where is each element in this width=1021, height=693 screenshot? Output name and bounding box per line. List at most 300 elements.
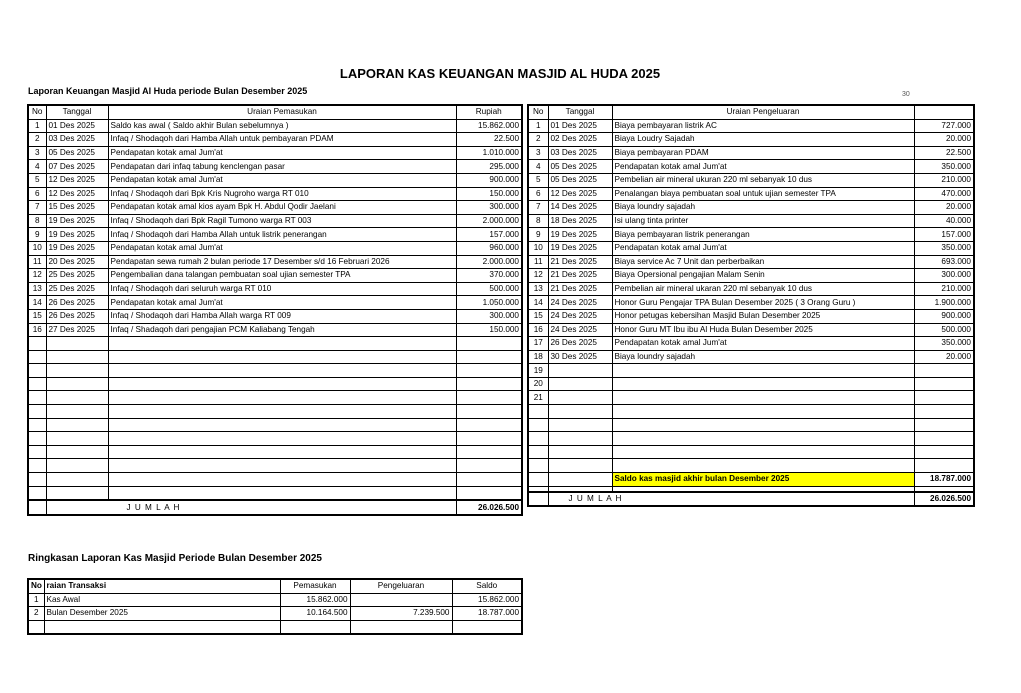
table-row: [528, 173, 974, 187]
cell-date: 30 Des 2025: [548, 350, 612, 364]
cell-saldo: 18.787.000: [452, 607, 522, 621]
cell-amount: 20.000: [914, 350, 974, 364]
table-row: [28, 255, 522, 269]
cell-date: [548, 405, 612, 419]
cell-no: 2: [28, 607, 44, 621]
cell-no: 18: [528, 350, 548, 364]
expense-total-label: J U M L A H: [548, 492, 914, 507]
cell-date: 18 Des 2025: [548, 214, 612, 228]
table-row: [528, 214, 974, 228]
cell-amount: 1.010.000: [456, 146, 522, 160]
cell-no: 1: [28, 593, 44, 607]
cell-desc: [612, 445, 914, 459]
table-row: [28, 119, 522, 133]
table-row: [28, 620, 522, 634]
cell-desc: [612, 418, 914, 432]
cell-amount: 22.500: [456, 133, 522, 147]
cell-no: 14: [28, 296, 46, 310]
cell-desc: Saldo kas awal ( Saldo akhir Bulan sebelumnya ): [108, 119, 456, 133]
table-row: [528, 459, 974, 473]
header-amount: [914, 105, 974, 119]
cell-no: 9: [28, 228, 46, 242]
cell-no: 4: [28, 160, 46, 174]
cell-desc: Infaq / Shadaqoh dari pengajian PCM Kaliabang Tengah: [108, 323, 456, 337]
table-row: [528, 432, 974, 446]
cell-desc: Infaq / Shodaqoh dari Hamba Allah warga RT 009: [108, 309, 456, 323]
cell-date: 19 Des 2025: [548, 228, 612, 242]
cell-date: 19 Des 2025: [46, 241, 108, 255]
cell-amount: [456, 377, 522, 391]
table-row: [28, 160, 522, 174]
cell-amount: 2.000.000: [456, 255, 522, 269]
report-subtitle: Laporan Keuangan Masjid Al Huda periode Bulan Desember 2025: [28, 86, 308, 96]
cell-date: 19 Des 2025: [46, 214, 108, 228]
cell-desc: Biaya loundry sajadah: [612, 350, 914, 364]
cell-date: 27 Des 2025: [46, 323, 108, 337]
income-total-row: [28, 500, 522, 515]
saldo-label: Saldo kas masjid akhir bulan Desember 2025: [612, 473, 914, 487]
cell-expense: [350, 620, 452, 634]
expense-table: [527, 104, 975, 507]
cell-no: 9: [528, 228, 548, 242]
table-row: [28, 146, 522, 160]
cell-amount: [914, 432, 974, 446]
table-row: [528, 377, 974, 391]
cell-amount: [456, 364, 522, 378]
table-row: [28, 187, 522, 201]
table-row: [28, 405, 522, 419]
cell-amount: 370.000: [456, 269, 522, 283]
table-row: [528, 350, 974, 364]
table-row: [528, 323, 974, 337]
table-row: [28, 350, 522, 364]
cell-expense: 7.239.500: [350, 607, 452, 621]
cell-amount: 150.000: [456, 187, 522, 201]
cell-date: 21 Des 2025: [548, 255, 612, 269]
cell-desc: Penalangan biaya pembuatan soal untuk ujian semester TPA: [612, 187, 914, 201]
cell-amount: 350.000: [914, 160, 974, 174]
cell-desc: Infaq / Shodaqoh dari Hamba Allah untuk listrik penerangan: [108, 228, 456, 242]
cell-desc: Honor Guru MT Ibu ibu Al Huda Bulan Desember 2025: [612, 323, 914, 337]
cell-income: 10.164.500: [280, 607, 350, 621]
header-no: No: [528, 105, 548, 119]
cell-amount: [914, 459, 974, 473]
cell-desc: Infaq / Shodaqoh dari Bpk Ragil Tumono warga RT 003: [108, 214, 456, 228]
cell-no: 10: [528, 241, 548, 255]
table-row: [28, 473, 522, 487]
cell-desc: Biaya pembayaran listrik AC: [612, 119, 914, 133]
cell-amount: 210.000: [914, 282, 974, 296]
cell-amount: 40.000: [914, 214, 974, 228]
cell-no: 1: [528, 119, 548, 133]
cell-desc: Pendapatan kotak amal Jum'at: [612, 337, 914, 351]
cell-no: [528, 405, 548, 419]
cell-desc: Biaya loundry sajadah: [612, 201, 914, 215]
cell-desc: Honor petugas kebersihan Masjid Bulan Desember 2025: [612, 309, 914, 323]
table-row: [528, 146, 974, 160]
cell-desc: [612, 405, 914, 419]
table-row: [528, 337, 974, 351]
cell-date: [46, 486, 108, 500]
cell-desc: Biaya service Ac 7 Unit dan perberbaikan: [612, 255, 914, 269]
header-saldo: Saldo: [452, 579, 522, 593]
income-header-row: [28, 105, 522, 119]
cell-no: 14: [528, 296, 548, 310]
cell-no: 1: [28, 119, 46, 133]
cell-date: 03 Des 2025: [46, 133, 108, 147]
cell-amount: 470.000: [914, 187, 974, 201]
cell-amount: 900.000: [914, 309, 974, 323]
cell-amount: [456, 445, 522, 459]
cell-no: 15: [528, 309, 548, 323]
cell-desc: Pendapatan kotak amal Jum'at: [108, 173, 456, 187]
table-row: [28, 418, 522, 432]
cell-amount: 350.000: [914, 337, 974, 351]
cell-desc: [108, 473, 456, 487]
table-row: [528, 119, 974, 133]
cell-date: [548, 364, 612, 378]
cell-no: 21: [528, 391, 548, 405]
cell-amount: 727.000: [914, 119, 974, 133]
cell-no: [528, 432, 548, 446]
cell-desc: [44, 620, 280, 634]
cell-amount: [456, 391, 522, 405]
cell-desc: [108, 418, 456, 432]
cell-no: 19: [528, 364, 548, 378]
cell-date: 21 Des 2025: [548, 282, 612, 296]
cell-desc: Pendapatan kotak amal Jum'at: [108, 146, 456, 160]
cell-date: 01 Des 2025: [46, 119, 108, 133]
table-row: [528, 391, 974, 405]
cell-no: [528, 418, 548, 432]
cell-amount: [456, 337, 522, 351]
cell-date: 24 Des 2025: [548, 323, 612, 337]
cell-date: 19 Des 2025: [548, 241, 612, 255]
table-row: [28, 445, 522, 459]
income-total-label: J U M L A H: [46, 500, 456, 515]
cell-desc: [108, 377, 456, 391]
cell-amount: 693.000: [914, 255, 974, 269]
summary-rows: [28, 593, 522, 634]
cell-amount: [456, 405, 522, 419]
cell-amount: 20.000: [914, 133, 974, 147]
cell-date: 07 Des 2025: [46, 160, 108, 174]
header-no: No: [28, 105, 46, 119]
table-row: [28, 282, 522, 296]
cell-no: 7: [528, 201, 548, 215]
cell-amount: [456, 459, 522, 473]
cell-date: [46, 350, 108, 364]
cell-desc: [108, 350, 456, 364]
expense-rows: [528, 119, 974, 472]
table-row: [28, 377, 522, 391]
cell-desc: [108, 486, 456, 500]
cell-desc: [108, 459, 456, 473]
income-total-value: 26.026.500: [456, 500, 522, 515]
cell-date: [46, 459, 108, 473]
cell-date: [548, 418, 612, 432]
expense-header-row: [528, 105, 974, 119]
cell-no: 11: [528, 255, 548, 269]
cell-income: 15.862.000: [280, 593, 350, 607]
cell-desc: [108, 405, 456, 419]
cell-amount: [456, 432, 522, 446]
cell-date: 05 Des 2025: [46, 146, 108, 160]
cell-desc: Pendapatan kotak amal Jum'at: [612, 241, 914, 255]
cell-no: 12: [528, 269, 548, 283]
table-row: [528, 241, 974, 255]
table-row: [28, 607, 522, 621]
cell-amount: 2.000.000: [456, 214, 522, 228]
cell-desc: Infaq / Shodaqoh dari Hamba Allah untuk pembayaran PDAM: [108, 133, 456, 147]
saldo-row: [528, 473, 974, 487]
cell-no: 13: [28, 282, 46, 296]
cell-desc: Pendapatan sewa rumah 2 bulan periode 17 Desember s/d 16 Februari 2026: [108, 255, 456, 269]
cell-amount: [914, 418, 974, 432]
cell-no: [28, 473, 46, 487]
cell-date: [548, 459, 612, 473]
income-rows: [28, 119, 522, 500]
cell-amount: [914, 377, 974, 391]
cell-no: 11: [28, 255, 46, 269]
cell-no: [28, 405, 46, 419]
cell-desc: [108, 364, 456, 378]
cell-amount: 20.000: [914, 201, 974, 215]
table-row: [28, 323, 522, 337]
cell-no: [28, 350, 46, 364]
table-row: [28, 337, 522, 351]
cell-desc: Pendapatan kotak amal kios ayam Bpk H. Abdul Qodir Jaelani: [108, 201, 456, 215]
cell-amount: [914, 391, 974, 405]
cell-date: [548, 391, 612, 405]
cell-amount: 150.000: [456, 323, 522, 337]
cell-date: 21 Des 2025: [548, 269, 612, 283]
cell-no: 12: [28, 269, 46, 283]
cell-date: 14 Des 2025: [548, 201, 612, 215]
cell-date: 15 Des 2025: [46, 201, 108, 215]
expense-total-value: 26.026.500: [914, 492, 974, 507]
cell-desc: Pembelian air mineral ukuran 220 ml sebanyak 10 dus: [612, 173, 914, 187]
header-description: Uraian Pemasukan: [108, 105, 456, 119]
cell-date: 12 Des 2025: [548, 187, 612, 201]
cell-amount: 210.000: [914, 173, 974, 187]
cell-date: 24 Des 2025: [548, 309, 612, 323]
cell-date: 19 Des 2025: [46, 228, 108, 242]
cell-date: 26 Des 2025: [46, 296, 108, 310]
cell-no: [28, 364, 46, 378]
cell-desc: [108, 391, 456, 405]
cell-date: [548, 377, 612, 391]
header-income: Pemasukan: [280, 579, 350, 593]
cell-amount: 1.900.000: [914, 296, 974, 310]
cell-date: 02 Des 2025: [548, 133, 612, 147]
table-row: [28, 391, 522, 405]
cell-date: [46, 432, 108, 446]
cell-no: 8: [28, 214, 46, 228]
table-row: [528, 418, 974, 432]
cell-desc: [612, 391, 914, 405]
table-row: [28, 364, 522, 378]
cell-date: [46, 337, 108, 351]
report-title: LAPORAN KAS KEUANGAN MASJID AL HUDA 2025: [339, 66, 661, 81]
header-no: No: [28, 579, 44, 593]
cell-desc: Biaya pembayaran PDAM: [612, 146, 914, 160]
cell-no: 2: [28, 133, 46, 147]
cell-no: [28, 418, 46, 432]
cell-desc: Pengembalian dana talangan pembuatan soal ujian semester TPA: [108, 269, 456, 283]
cell-no: 17: [528, 337, 548, 351]
cell-desc: Infaq / Shodaqoh dari Bpk Kris Nugroho warga RT 010: [108, 187, 456, 201]
table-row: [528, 445, 974, 459]
cell-no: [28, 432, 46, 446]
cell-amount: 900.000: [456, 173, 522, 187]
cell-income: [280, 620, 350, 634]
cell-saldo: [452, 620, 522, 634]
table-row: [528, 309, 974, 323]
cell-no: 5: [528, 173, 548, 187]
cell-amount: [456, 473, 522, 487]
header-amount: Rupiah: [456, 105, 522, 119]
cell-date: [46, 405, 108, 419]
table-row: [28, 241, 522, 255]
cell-no: [28, 620, 44, 634]
cell-desc: [612, 459, 914, 473]
table-row: [528, 133, 974, 147]
cell-no: [528, 445, 548, 459]
saldo-value: 18.787.000: [914, 473, 974, 487]
table-row: [528, 269, 974, 283]
table-row: [28, 296, 522, 310]
cell-desc: [108, 337, 456, 351]
table-row: [528, 187, 974, 201]
table-row: [28, 133, 522, 147]
cell-desc: [612, 432, 914, 446]
table-row: [528, 296, 974, 310]
table-row: [528, 160, 974, 174]
cell-no: 13: [528, 282, 548, 296]
table-row: [28, 486, 522, 500]
cell-desc: Biaya Loudry Sajadah: [612, 133, 914, 147]
cell-date: 25 Des 2025: [46, 269, 108, 283]
cell-no: [28, 445, 46, 459]
table-row: [28, 214, 522, 228]
cell-date: 05 Des 2025: [548, 160, 612, 174]
cell-desc: [612, 377, 914, 391]
cell-date: [548, 445, 612, 459]
cell-amount: 1.050.000: [456, 296, 522, 310]
income-table: [27, 104, 523, 516]
cell-desc: Pendapatan dari infaq tabung kenclengan pasar: [108, 160, 456, 174]
cell-amount: 295.000: [456, 160, 522, 174]
corner-mark: 30: [902, 91, 910, 98]
cell-date: 26 Des 2025: [46, 309, 108, 323]
cell-no: 15: [28, 309, 46, 323]
cell-no: 16: [28, 323, 46, 337]
cell-date: 26 Des 2025: [548, 337, 612, 351]
cell-amount: 300.000: [456, 309, 522, 323]
cell-no: 7: [28, 201, 46, 215]
cell-amount: [456, 418, 522, 432]
cell-desc: Infaq / Shodaqoh dari seluruh warga RT 010: [108, 282, 456, 296]
cell-amount: [914, 405, 974, 419]
cell-desc: Bulan Desember 2025: [44, 607, 280, 621]
table-row: [28, 432, 522, 446]
cell-date: 12 Des 2025: [46, 173, 108, 187]
cell-desc: Isi ulang tinta printer: [612, 214, 914, 228]
summary-title: Ringkasan Laporan Kas Masjid Periode Bulan Desember 2025: [28, 553, 322, 564]
cell-desc: [108, 432, 456, 446]
cell-amount: 157.000: [914, 228, 974, 242]
cell-no: [28, 486, 46, 500]
header-description: Uraian Pengeluaran: [612, 105, 914, 119]
cell-amount: [456, 350, 522, 364]
expense-total-row: [528, 492, 974, 507]
cell-amount: [914, 445, 974, 459]
cell-desc: Biaya Opersional pengajian Malam Senin: [612, 269, 914, 283]
cell-amount: 300.000: [456, 201, 522, 215]
cell-no: 6: [528, 187, 548, 201]
cell-amount: 500.000: [456, 282, 522, 296]
cell-date: 12 Des 2025: [46, 187, 108, 201]
table-row: [528, 282, 974, 296]
cell-desc: Pendapatan kotak amal Jum'at: [108, 296, 456, 310]
cell-no: 3: [528, 146, 548, 160]
cell-date: [46, 473, 108, 487]
table-row: [28, 173, 522, 187]
cell-amount: 960.000: [456, 241, 522, 255]
cell-desc: Pendapatan kotak amal Jum'at: [108, 241, 456, 255]
table-row: [28, 228, 522, 242]
cell-desc: Kas Awal: [44, 593, 280, 607]
cell-desc: Pendapatan kotak amal Jum'at: [612, 160, 914, 174]
cell-amount: 22.500: [914, 146, 974, 160]
cell-date: [548, 432, 612, 446]
cell-desc: [612, 364, 914, 378]
table-row: [528, 364, 974, 378]
cell-date: 25 Des 2025: [46, 282, 108, 296]
cell-amount: 157.000: [456, 228, 522, 242]
cell-desc: Pembelian air mineral ukaran 220 ml sebanyak 10 dus: [612, 282, 914, 296]
cell-date: [46, 418, 108, 432]
table-row: [28, 201, 522, 215]
cell-desc: Honor Guru Pengajar TPA Bulan Desember 2025 ( 3 Orang Guru ): [612, 296, 914, 310]
cell-date: 01 Des 2025: [548, 119, 612, 133]
cell-amount: 15.862.000: [456, 119, 522, 133]
summary-header-row: [28, 579, 522, 593]
cell-date: [46, 445, 108, 459]
cell-desc: Biaya pembayaran listrik penerangan: [612, 228, 914, 242]
header-expense: Pengeluaran: [350, 579, 452, 593]
table-row: [28, 593, 522, 607]
cell-no: [28, 459, 46, 473]
header-date: Tanggal: [548, 105, 612, 119]
cell-no: 10: [28, 241, 46, 255]
cell-no: [528, 459, 548, 473]
cell-no: 5: [28, 173, 46, 187]
table-row: [28, 309, 522, 323]
cell-no: 16: [528, 323, 548, 337]
cell-amount: 300.000: [914, 269, 974, 283]
table-row: [528, 228, 974, 242]
cell-date: 05 Des 2025: [548, 173, 612, 187]
cell-date: [46, 364, 108, 378]
cell-no: 4: [528, 160, 548, 174]
table-row: [28, 459, 522, 473]
cell-no: 6: [28, 187, 46, 201]
cell-date: 20 Des 2025: [46, 255, 108, 269]
cell-no: 2: [528, 133, 548, 147]
table-row: [528, 255, 974, 269]
